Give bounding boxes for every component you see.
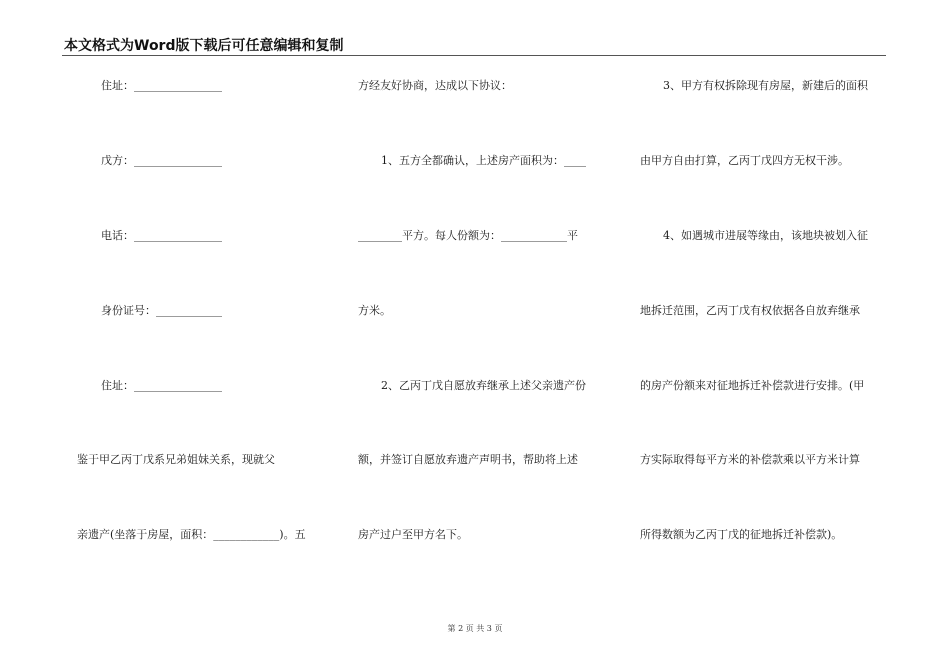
left-line-1: 住址：________________ [101,79,222,92]
middle-line-3: ________平方。每人份额为：____________平 [358,229,578,242]
left-line-4: 身份证号：____________ [101,304,222,317]
right-line-7: 所得数额为乙丙丁戊的征地拆迁补偿款)。 [640,528,843,541]
middle-line-6: 额，并签订自愿放弃遗产声明书，帮助将上述 [358,453,578,466]
page-number: 第 2 页 共 3 页 [447,624,503,633]
middle-line-1: 方经友好协商，达成以下协议： [358,79,512,92]
left-line-2: 戊方：________________ [101,154,222,167]
middle-line-4: 方米。 [358,304,391,317]
right-line-3: 4、如遇城市进展等缘由，该地块被划入征 [663,229,868,242]
left-line-3: 电话：________________ [101,229,222,242]
middle-line-5: 2、乙丙丁戊自愿放弃继承上述父亲遗产份 [381,379,586,392]
left-line-6: 鉴于甲乙丙丁戊系兄弟姐妹关系，现就父 [77,453,275,466]
middle-line-7: 房产过户至甲方名下。 [358,528,468,541]
right-line-4: 地拆迁范围，乙丙丁戊有权依据各自放弃继承 [640,304,860,317]
document-header: 本文格式为Word版下载后可任意编辑和复制 [64,38,344,54]
middle-line-2: 1、五方全都确认，上述房产面积为：____ [381,154,586,167]
right-line-1: 3、甲方有权拆除现有房屋，新建后的面积 [663,79,868,92]
left-line-7: 亲遗产(坐落于房屋，面积：____________)。五 [77,528,306,541]
left-line-5: 住址：________________ [101,379,222,392]
header-divider [62,55,886,56]
right-line-2: 由甲方自由打算，乙丙丁戊四方无权干涉。 [640,154,849,167]
right-line-5: 的房产份额来对征地拆迁补偿款进行安排。(甲 [640,379,865,392]
right-line-6: 方实际取得每平方米的补偿款乘以平方米计算 [640,453,860,466]
